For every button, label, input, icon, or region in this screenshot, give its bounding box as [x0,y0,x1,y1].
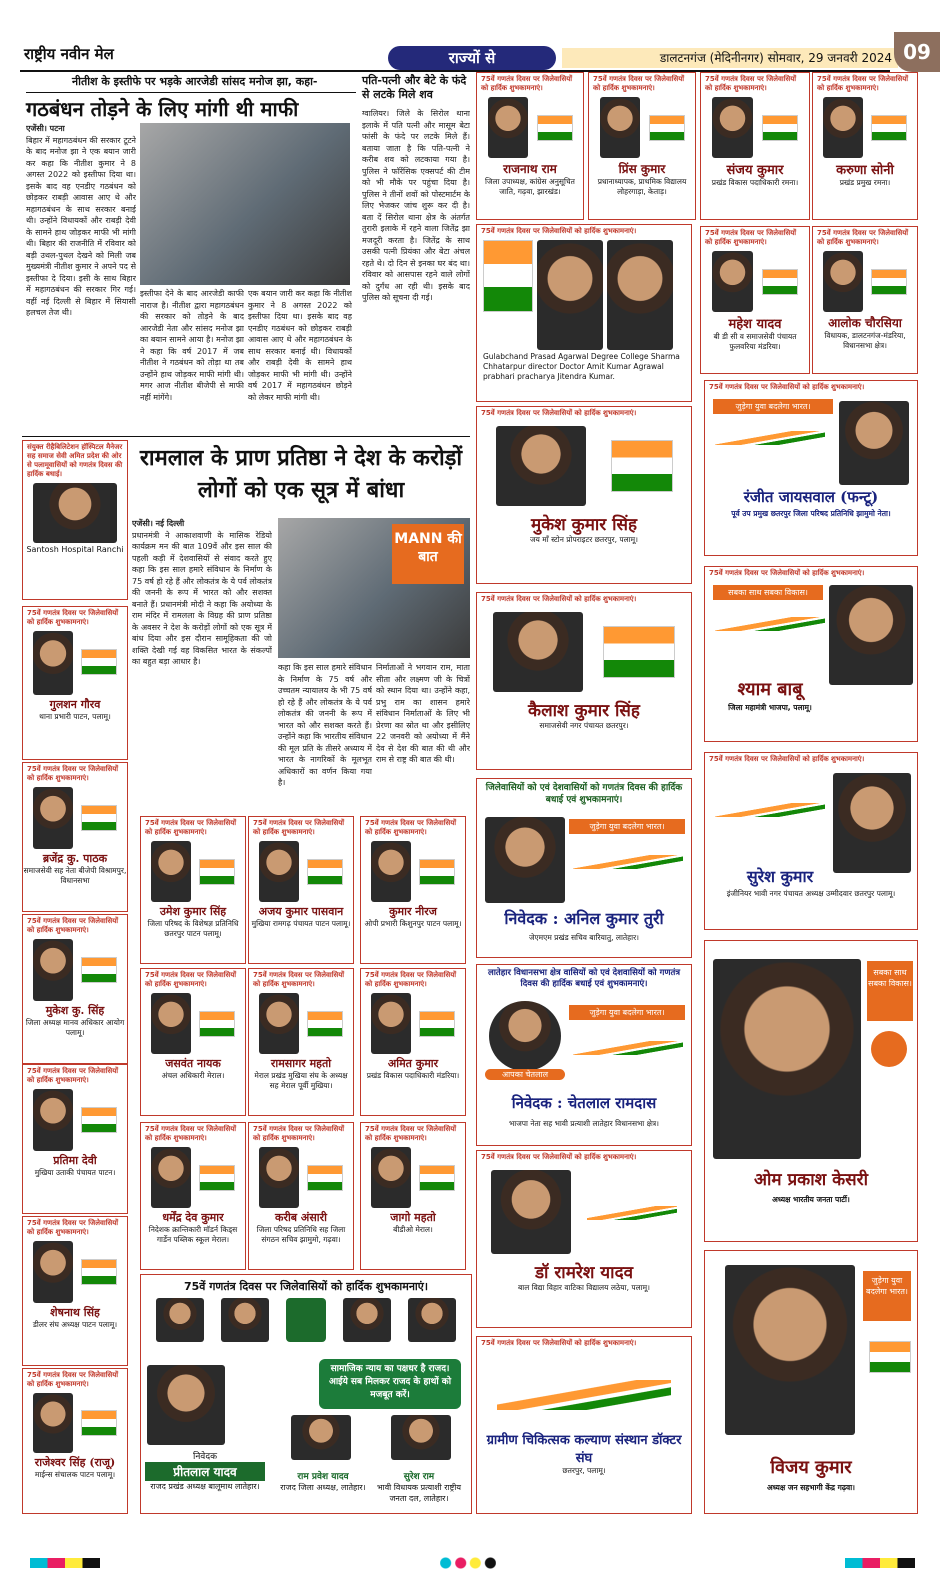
ad-photo [33,939,73,1001]
rjd-sign1-desc: राजद प्रखंड अध्यक्ष बालूमाथ लातेहार। [150,1482,260,1491]
ad-name: राजनाथ राम [503,162,557,176]
ad-greet: 75वें गणतंत्र दिवस पर जिलेवासियों को हार्दिक शुभकामनाएं। [365,819,457,836]
ad-shyam [704,566,918,742]
gulab-photo-1 [537,240,603,350]
ad-photo [823,97,863,158]
ad-photo [371,1147,411,1208]
ad-name: करीब अंसारी [275,1211,327,1224]
ad-photo [151,841,191,902]
kailash-name: कैलाश कुमार सिंह [528,701,640,721]
greeting-ad [812,72,918,220]
color-bar-right [845,1558,915,1568]
ad-kailash [476,592,692,770]
story3-col2: कहा कि इस साल हमारे संविधान के निर्माण के 75 वर्ष और उच्चतम न्यायालय के भी 75 वर्ष हो रहे हैं और लोकतंत्र के ये पर्व लोकतंत्र की जननी के रूप में भारत को और सशक्त करते हैं। उन्होंने कहा कि भारतीय संविधान की मूल प्रति के तीसरे अध्याय में भारत के नागरिकों के मूलभूत अधिकारों का वर्णन किया गया है। [278,663,372,787]
flag-wave [715,617,825,631]
kailash-desc: समाजसेवी नगर पंचायत छतरपुर। [539,721,629,730]
chetlal-photo [489,1001,561,1071]
ad-left-top-caption: Santosh Hospital Ranchi [26,545,124,554]
story1-col1 [26,123,136,433]
rjd-photo-2 [221,1298,269,1342]
om-name: ओम प्रकाश केसरी [754,1170,868,1190]
ad-photo [259,1147,299,1208]
story3-headline: रामलाल के प्राण प्रतिष्ठा ने देश के करोड़ों लोगों को एक सूत्र में बांधा [139,445,463,503]
gulab-greet: 75वें गणतंत्र दिवस पर जिलेवासियों को हार्दिक शुभकामनाएं। [481,227,637,235]
ad-greet: 75वें गणतंत्र दिवस पर जिलेवासियों को हार्दिक शुभकामनाएं। [27,1067,119,1084]
greeting-ad [140,816,246,964]
gulab-caption: Gulabchand Prasad Agarwal Degree College Sharma Chhatarpur director Doctor Amit Kumar Agrawal prabhari pracharya Jitendra Kumar. [483,352,680,381]
ad-greet: 75वें गणतंत्र दिवस पर जिलेवासियों को हार्दिक शुभकामनाएं। [253,971,345,988]
story1-rule [26,92,356,93]
ad-left-top [22,440,128,600]
suresh-name: सुरेश कुमार [746,867,814,886]
ad-name: प्रतिमा देवी [53,1154,97,1167]
flag-icon [649,115,685,141]
shyam-name: श्याम बाबू [737,679,803,700]
flag-icon [81,1410,117,1436]
ad-photo [259,841,299,902]
ad-suresh [704,752,918,930]
ad-greet: 75वें गणतंत्र दिवस पर जिलेवासियों को हार्दिक शुभकामनाएं। [145,1125,237,1142]
ad-name: संजय कुमार [726,163,784,178]
anil-name: निवेदक : अनिल कुमार तुरी [504,909,664,928]
ad-name: धर्मेंद्र देव कुमार [162,1211,224,1224]
gramin-desc: छतरपुर, पलामू। [562,1466,606,1475]
mukesh-desc: जय माँ स्टोन प्रोपराइटर छतरपुर, पलामू। [529,535,638,544]
ad-desc: जिला परिषद के विशेषज्ञ प्रतिनिधि छतरपुर पाटन पलामू। [147,919,239,938]
mukesh-greet: 75वें गणतंत्र दिवस पर जिलेवासियों को हार्दिक शुभकामनाएं। [481,409,637,417]
story1-photo [140,123,350,285]
rjd-sign2-desc: राजद जिला अध्यक्ष, लातेहार। [280,1483,366,1492]
anil-tag: जुड़ेगा युवा बदलेगा भारत। [569,819,685,834]
ad-left-top-photo [33,483,117,543]
greeting-ad [360,968,466,1116]
flag-icon [81,649,117,675]
suresh-photo [833,773,911,873]
greeting-ad [22,1064,128,1214]
rjd-title: 75वें गणतंत्र दिवस पर जिलेवासियों को हार्दिक शुभकामनाएं। [183,1280,429,1293]
flag-icon [762,269,798,295]
page-number: 09 [894,32,940,72]
lantern-icon [286,1298,326,1342]
flag-icon [603,626,675,678]
ramresh-desc: बाल विद्या विहार वाटिका विद्यालय लठेया, पलामू। [518,1283,650,1292]
rjd-photo-7 [391,1415,451,1460]
flag-icon [762,115,798,141]
ad-greet: 75वें गणतंत्र दिवस पर जिलेवासियों को हार्दिक शुभकामनाएं। [481,75,573,92]
ad-name: जसवंत नायक [165,1057,221,1070]
kailash-greet: 75वें गणतंत्र दिवस पर जिलेवासियों को हार्दिक शुभकामनाएं। [481,595,637,603]
ad-desc: जिला उपाध्यक्ष, कांग्रेस अनुसूचित जाति, गढ़वा, झारखंड। [485,177,575,196]
ad-greet: 75वें गणतंत्र दिवस पर जिलेवासियों को हार्दिक शुभकामनाएं। [27,1219,119,1236]
ad-desc: माईन्स संचालक पाटन पलामू। [34,1470,116,1479]
vijay-tag: जुड़ेगा युवा बदलेगा भारत। [863,1271,911,1321]
vijay-name: विजय कुमार [770,1457,852,1478]
ad-desc: मुखिया उताकी पंचायत पाटन। [34,1168,116,1177]
ad-greet: 75वें गणतंत्र दिवस पर जिलेवासियों को हार्दिक शुभकामनाएं। [593,75,685,92]
ad-mukesh [476,406,692,584]
ad-name: शेषनाथ सिंह [50,1306,100,1319]
ad-gramin [476,1336,692,1514]
ad-greet: 75वें गणतंत्र दिवस पर जिलेवासियों को हार्दिक शुभकामनाएं। [365,971,457,988]
ad-name: करुणा सोनी [836,163,894,178]
ad-rjd [140,1274,472,1514]
mukesh-name: मुकेश कुमार सिंह [530,515,638,535]
ad-photo [259,993,299,1054]
ad-greet: 75वें गणतंत्र दिवस पर जिलेवासियों को हार्दिक शुभकामनाएं। [27,609,119,626]
ad-photo [33,1393,73,1453]
ramresh-greet: 75वें गणतंत्र दिवस पर जिलेवासियों को हार्दिक शुभकामनाएं। [481,1153,637,1161]
flag-icon [81,1107,117,1133]
ad-greet: 75वें गणतंत्र दिवस पर जिलेवासियों को हार्दिक शुभकामनाएं। [27,1371,119,1388]
ad-name: गुलशन गौरव [49,698,101,711]
greeting-ad [700,226,810,374]
story3-col3: निर्माताओं ने भगवान राम, माता सीता और लक्ष्मण जी के चित्रों को स्थान दिया था। उन्होंने कहा, प्रभु राम का शासन हमारे संविधान निर्माताओं के लिए भी प्रेरणा का स्रोत था और इसीलिए 22 जनवरी को अयोध्या में मैंने देव से देश की बात की थी और राम से राष्ट्र की बात की थी। [376,663,470,764]
flag-icon [419,1011,455,1037]
mann-ki-baat-banner: MANN की बात [392,524,464,584]
ad-desc: अंचल अधिकारी मेराल। [161,1071,225,1080]
section-label: राज्यों से [388,46,556,70]
ad-photo [33,631,73,695]
ad-desc: जिला परिषद प्रतिनिधि सह जिला संगठन सचिव झामुमो, गढ़वा। [256,1225,346,1244]
ad-greet: 75वें गणतंत्र दिवस पर जिलेवासियों को हार्दिक शुभकामनाएं। [27,765,119,782]
ad-photo [33,1241,73,1303]
ad-photo [371,993,411,1054]
gramin-greet: 75वें गणतंत्र दिवस पर जिलेवासियों को हार्दिक शुभकामनाएं। [481,1339,637,1347]
flag-icon [869,1341,911,1373]
rjd-sign1-label: निवेदक [192,1452,218,1462]
lotus-icon [871,1031,907,1067]
ad-desc: निदेशक क्रान्तिकारी मॉडर्न किड्स गार्डेन पब्लिक स्कूल मेराल। [148,1225,238,1244]
flag-wave [715,431,825,445]
ad-greet: 75वें गणतंत्र दिवस पर जिलेवासियों को हार्दिक शुभकामनाएं। [817,75,909,92]
ad-name: ब्रजेंद्र कु. पाठक [42,852,108,865]
flag-wave [715,803,825,817]
story3-byline: एजेंसी। नई दिल्ली [132,519,185,528]
flag-wave [497,1380,671,1410]
ad-name: उमेश कुमार सिंह [159,905,227,918]
ad-name: राजेश्वर सिंह (राजू) [34,1456,116,1469]
ad-desc: विधायक, डालटनगंज-मंडरिया, विधानसभा क्षेत्र। [824,331,906,350]
flag-wave [573,855,683,869]
gulab-photo-2 [607,240,673,350]
ad-desc: थाना प्रभारी पाटन, पलामू। [39,712,111,721]
ad-name: प्रिंस कुमार [618,162,666,176]
ad-photo [712,97,753,158]
story2-headline: पति-पत्नी और बेटे के फंदे से लटके मिले शव [362,74,467,101]
ranjit-desc: पूर्व उप प्रमुख छतरपुर जिला परिषद प्रतिनिधि झामुमो नेता। [731,509,891,518]
greeting-ad [22,914,128,1064]
greeting-ad [22,762,128,912]
suresh-greet: 75वें गणतंत्र दिवस पर जिलेवासियों को हार्दिक शुभकामनाएं। [709,755,865,763]
ad-photo [488,97,528,158]
gulab-emblem [483,240,533,312]
story3-text1: प्रधानमंत्री ने आकाशवाणी के मासिक रेडियो कार्यक्रम मन की बात 109वें और इस साल की पहली कड़ी में देशवासियों से संवाद करते हुए कहा कि इस साल हमारे संविधान के निर्माण के 75 वर्ष हो रहे हैं और लोकतंत्र के ये पर्व लोकतंत्र की जननी के रूप में भारत को और सशक्त बनाते हैं। प्रधानमंत्री मोदी ने कहा कि अयोध्या के राम मंदिर में रामलला के विग्रह की प्राण प्रतिष्ठा के अवसर ने देश के करोड़ों लोगों को एक सूत्र में बांध दिया और इस दौरान सामूहिकता की जो शक्ति देखी गई वह विकसित भारत के संकल्पों का बहुत बड़ा आधार है। [132,530,272,666]
ad-desc: ओपी प्रभारी किशुनपुर पाटन पलामू। [364,919,462,928]
ad-greet: 75वें गणतंत्र दिवस पर जिलेवासियों को हार्दिक शुभकामनाएं। [817,229,909,246]
color-bar-left [30,1558,100,1568]
ad-name: अजय कुमार पासवान [258,905,344,918]
anil-photo [485,817,565,903]
greeting-ad [360,816,466,964]
ad-desc: बीडीओ मेराल। [393,1225,433,1234]
ad-photo [823,251,863,312]
rjd-photo-5 [147,1365,225,1445]
ad-desc: मेराल प्रखंड मुखिया संघ के अध्यक्ष सह मेराल पूर्वी मुखिया। [254,1071,348,1090]
ad-desc: प्रखंड प्रमुख रमना। [839,178,891,187]
greeting-ad [22,1216,128,1366]
greeting-ad [700,72,810,220]
rjd-sign3-desc: भावी विधायक प्रत्याशी राष्ट्रीय जनता दल, लातेहार। [377,1483,461,1503]
flag-wave [587,1206,677,1220]
flag-icon [307,1165,343,1191]
ranjit-greet: 75वें गणतंत्र दिवस पर जिलेवासियों को हार्दिक शुभकामनाएं। [709,383,865,391]
rjd-sign1-name: प्रीतलाल यादव [145,1462,265,1481]
greeting-ad [140,968,246,1116]
ad-name: कुमार नीरज [389,905,437,918]
story1-text1: बिहार में महागठबंधन की सरकार टूटने के बाद मनोज झा ने एक बयान जारी कर कहा कि नीतीश कुमार ने 8 अगस्त 2022 को इस्तीफा दिया था। इसके बाद वह एनडीए गठबंधन को छोड़कर राबड़ी आवास आए थे और महागठबंधन के साथ सरकार बनाई थी। उन्होंने विधायकों और राबड़ी देवी के सामने हाथ जोड़कर माफी भी मांगी थी। बिहार की राजनीति में रविवार को बड़ी उथल-पुथल देखने को मिली जब मुख्यमंत्री नीतीश कुमार ने अपने पद से इस्तीफा दे दिया। इसी के साथ बिहार में महागठबंधन की सरकार गिर गई। वहीं नई दिल्ली से बिहार में सियासी हलचल तेज थी। [26,135,136,317]
ad-desc: डीलर संघ अध्यक्ष पाटन पलामू। [32,1320,118,1329]
flag-icon [81,957,117,983]
rjd-sign3-name: सुरेश राम [403,1472,435,1482]
ad-name: रामसागर महतो [270,1057,332,1070]
masthead-brand: राष्ट्रीय नवीन मेल [24,45,114,63]
ad-photo [33,1089,73,1151]
ad-greet: 75वें गणतंत्र दिवस पर जिलेवासियों को हार्दिक शुभकामनाएं। [27,917,119,934]
greeting-ad [22,606,128,760]
ad-photo [371,841,411,902]
anil-desc: जेएमएम प्रखंड सचिव बारियातु, लातेहार। [528,933,640,942]
flag-icon [871,269,907,295]
om-photo [713,959,861,1159]
flag-icon [307,1011,343,1037]
shyam-desc: जिला महामंत्री भाजपा, पलामू। [728,703,812,712]
ad-greet: 75वें गणतंत्र दिवस पर जिलेवासियों को हार्दिक शुभकामनाएं। [253,1125,345,1142]
ad-greet: 75वें गणतंत्र दिवस पर जिलेवासियों को हार्दिक शुभकामनाएं। [145,819,237,836]
story1-col2: इस्तीफा देने के बाद आरजेडी काफी नाराज है। नीतीश द्वारा महागठबंधन की सरकार को तोड़ने के बाद आरजेडी नेता और सांसद मनोज झा का बयान सामने आया है। मनोज झा ने कहा कि वर्ष 2017 में जब नीतीश ने गठबंधन को तोड़ा था तब उन्होंने हाथ जोड़कर माफी मांगी थी। मगर आज नीतीश बीजेपी से माफी नहीं मांगेंगे। [140,289,244,402]
flag-icon [611,440,673,492]
flag-icon [419,1165,455,1191]
greeting-ad [588,72,696,220]
flag-icon [199,1011,235,1037]
ad-name: आलोक चौरसिया [828,316,902,330]
om-tag: सबका साथ सबका विकास। [867,961,913,1021]
ad-name: अमित कुमार [387,1057,439,1070]
ad-om-prakash [704,940,918,1242]
shyam-photo [829,585,913,685]
flag-icon [199,859,235,885]
greeting-ad [140,1122,246,1270]
ad-gulabchand [476,224,692,402]
ad-name: मुकेश कु. सिंह [45,1004,105,1017]
anil-top: जिलेवासियों को एवं देशवासियों को गणतंत्र दिवस की हार्दिक बधाई एवं शुभकामनाएं। [485,783,683,805]
om-desc: अध्यक्ष भारतीय जनता पार्टी। [772,1195,850,1204]
ranjit-name: रंजीत जायसवाल (फन्टू) [743,488,879,506]
dateline: डालटनगंज (मेदिनीनगर) सोमवार, 29 जनवरी 2024 [562,48,898,68]
chetlal-name: निवेदक : चेतलाल रामदास [511,1094,657,1112]
story1-col3: एक बयान जारी कर कहा कि नीतीश कुमार ने 8 अगस्त 2022 को इस्तीफा दिया था। इसके बाद वह एनडीए गठबंधन को छोड़कर राबड़ी आवास आए थे और महागठबंधन के साथ सरकार बनाई थी। विधायकों और राबड़ी देवी के सामने हाथ जोड़कर माफी भी मांगी थी। उन्होंने वर्ष 2017 में महागठबंधन छोड़ने को लेकर माफी मांगी थी। [248,289,352,402]
ad-name: जागो महतो [390,1211,436,1224]
rjd-photo-3 [343,1298,391,1342]
kailash-photo [493,612,583,692]
ad-photo [151,993,191,1054]
flag-icon [307,859,343,885]
ad-photo [712,251,753,312]
story1-byline: एजेंसी। पटना [26,124,65,133]
greeting-ad [248,1122,354,1270]
ad-desc: समाजसेवी सह नेता बीजेपी विश्रामपुर, विधानसभा [23,866,127,885]
greeting-ad [248,968,354,1116]
story2-body: ग्वालियर। जिले के सिरोल थाना इलाके में पति पत्नी और मासूम बेटा फांसी के फंदे पर लटके मिले हैं। बताया जाता है कि पति-पत्नी ने करीब शव को लटकाया गया है। पुलिस ने फॉरेंसिक एक्सपर्ट की टीम को भी मौके पर पहुंचा दिया है। पुलिस ने तीनों शवों को पोस्टमार्टम के लिए भेजकर जांच शुरू कर दी है। बता दें सिरोल थाना क्षेत्र के अंतर्गत तुरारी इलाके में रहने वाला जितेंद्र झा मजदूरी करता है। जितेंद्र के साथ उसकी पत्नी प्रियंका और बेटा अंचल रहते थे। दो दिन से इनका घर बंद था। रविवार को आसपास रहने वाले लोगों को दुर्गंध आ रही थी। इसके बाद पुलिस को सूचना दी गई। [362,109,470,302]
flag-icon [871,115,907,141]
ad-name: महेश यादव [728,317,782,332]
story1-kicker: नीतीश के इस्तीफे पर भड़के आरजेडी सांसद मनोज झा, कहा- [72,75,318,88]
ad-greet: 75वें गणतंत्र दिवस पर जिलेवासियों को हार्दिक शुभकामनाएं। [705,229,797,246]
ramresh-photo [491,1170,571,1254]
shyam-tag: सबका साथ सबका विकास। [713,585,823,600]
flag-icon [81,805,117,831]
chetlal-desc: भाजपा नेता सह भावी प्रत्याशी लातेहार विधानसभा क्षेत्र। [509,1119,659,1128]
ad-greet: 75वें गणतंत्र दिवस पर जिलेवासियों को हार्दिक शुभकामनाएं। [705,75,797,92]
ad-anil [476,778,692,958]
vijay-photo [725,1265,855,1435]
ad-greet: 75वें गणतंत्र दिवस पर जिलेवासियों को हार्दिक शुभकामनाएं। [253,819,345,836]
ad-photo [33,787,73,849]
chetlal-tag: जुड़ेगा युवा बदलेगा भारत। [569,1005,685,1020]
rjd-photo-6 [291,1415,351,1460]
rjd-photo-1 [156,1298,204,1342]
ad-greet: 75वें गणतंत्र दिवस पर जिलेवासियों को हार्दिक शुभकामनाएं। [365,1125,457,1142]
flag-icon [537,115,573,141]
flag-icon [199,1165,235,1191]
ad-desc: प्रखंड विकास पदाधिकारी रमना। [711,178,799,187]
ad-ramresh [476,1150,692,1328]
print-marks [0,1552,945,1573]
ad-desc: प्रखंड विकास पदाधिकारी मंडरिया। [366,1071,460,1080]
story1-headline: गठबंधन तोड़ने के लिए मांगी थी माफी [26,97,299,121]
ad-photo [600,97,640,158]
flag-icon [419,859,455,885]
ad-desc: प्रधानाध्यापक, प्राथमिक विद्यालय लोहरगाड़ा, केताड़। [597,177,687,196]
chetlal-top: लातेहार विधानसभा क्षेत्र वासियों को एवं देशवासियों को गणतंत्र दिवस की हार्दिक बधाई एवं शुभकामनाएं। [487,968,681,989]
ad-desc: मुखिया रामगढ़ पंचायत पाटन पलामू। [251,919,351,928]
gramin-name: ग्रामीण चिकित्सक कल्याण संस्थान डॉक्टर संघ [486,1433,682,1466]
flag-icon [81,1259,117,1285]
story3-col1 [132,518,272,813]
greeting-ad [812,226,918,374]
ad-desc: बी डी सी व समाजसेवी पंचायत फुलवरिया मंडरिया। [713,332,797,351]
ad-chetlal [476,964,692,1146]
greeting-ad [476,72,584,220]
ramresh-name: डॉ रामरेश यादव [534,1263,634,1283]
rjd-slogan: सामाजिक न्याय का पक्षधर है राजद। आईये सब मिलकर राजद के हाथों को मजबूत करें। [319,1359,461,1409]
ad-ranjit [704,380,918,556]
rjd-photo-4 [408,1298,456,1342]
greeting-ad [360,1122,466,1270]
ad-desc: जिला अध्यक्ष मानव अधिकार आयोग पलामू। [25,1018,125,1037]
greeting-ad [248,816,354,964]
shyam-greet: 75वें गणतंत्र दिवस पर जिलेवासियों को हार्दिक शुभकामनाएं। [709,569,865,577]
flag-wave [573,1041,683,1055]
ranjit-photo [839,401,909,485]
suresh-desc: इंजीनियर भावी नगर पंचायत अध्यक्ष उम्मीदवार छतरपुर पलामू। [726,889,896,898]
ad-photo [151,1147,191,1208]
divider [22,436,470,437]
ad-left-top-text: संयुक्त रीहैबिलिटेशन हॉस्पिटल मैनेजर सह समाज सेवी अमित प्रदेश की ओर से पलामूवासियों को गणतंत्र दिवस की हार्दिक बधाई। [27,443,123,478]
rjd-sign2-name: राम प्रवेश यादव [297,1472,349,1482]
ranjit-tag: जुड़ेगा युवा बदलेगा भारत। [713,399,833,414]
chetlal-badge: आपका चेतलाल [485,1069,565,1080]
ad-vijay [704,1250,918,1514]
mukesh-photo [496,426,586,506]
ad-greet: 75वें गणतंत्र दिवस पर जिलेवासियों को हार्दिक शुभकामनाएं। [145,971,237,988]
vijay-desc: अध्यक्ष जन सहभागी केंद्र गढ़वा। [766,1483,856,1492]
registration-dots [440,1556,496,1570]
greeting-ad [22,1368,128,1514]
